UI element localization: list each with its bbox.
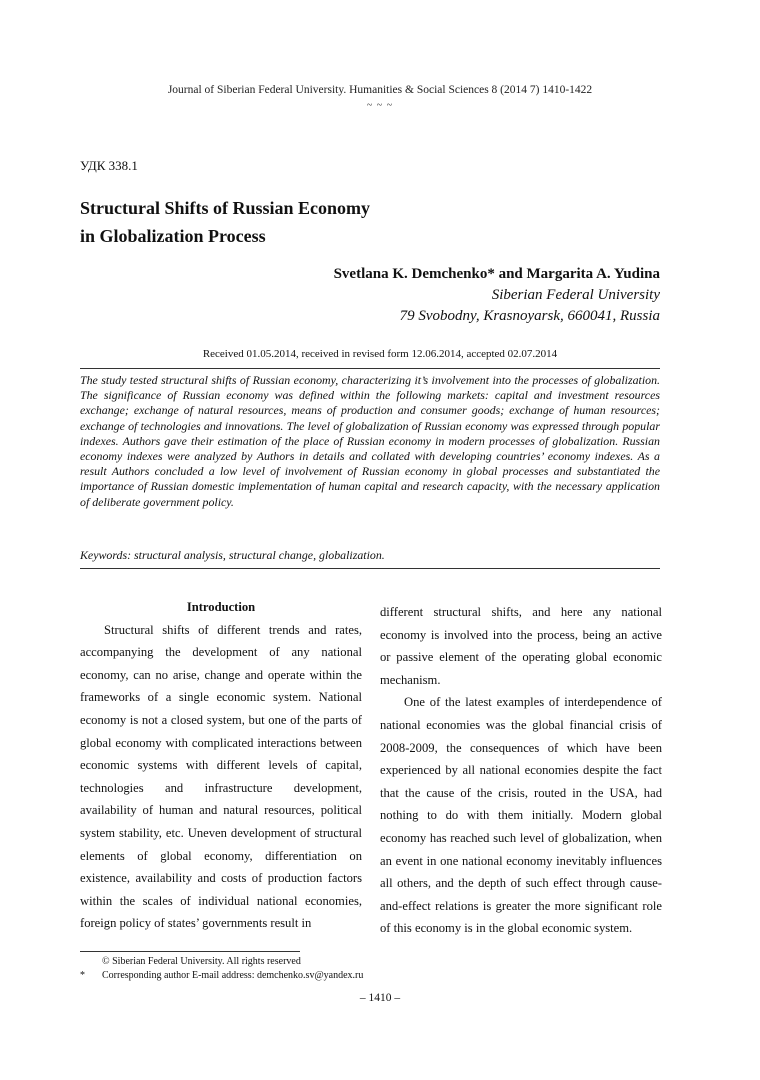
received-dates: Received 01.05.2014, received in revised form 12.06.2014, accepted 02.07.2014 <box>202 348 558 360</box>
keywords: Keywords: structural analysis, structural change, globalization. <box>80 548 385 562</box>
corresponding-note <box>80 969 363 983</box>
author-names: Svetlana K. Demchenko* and Margarita A. Yudina <box>333 266 660 282</box>
body-left-column <box>80 596 362 935</box>
paper-title <box>80 194 370 250</box>
journal-header: Journal of Siberian Federal University. Humanities & Social Sciences 8 (2014 7) 1410-1422 <box>167 84 593 96</box>
abstract: The study tested structural shifts of Russian economy, characterizing it’s involvement into the processes of globalization. The significance of Russian economy was defined within the following markets: capital and investment resources exchange; exchange of natural resources, means of production and consumer goods; exchange of human resources; exchange of technologies and innovations. The level of globalization of Russian economy was expressed through popular indexes. Authors gave their estimation of the place of Russian economy in modern processes of globalization. Russian economy indexes were analyzed by Authors in details and collated with developing countries’ economy indexes. As a result Authors concluded a low level of involvement of Russian economy in global processes and substantiated the importance of Russian domestic implementation of human capital and research capacity, with the necessary application of deliberate government policy. <box>80 373 660 509</box>
author-block <box>334 264 660 327</box>
title-line-1: Structural Shifts of Russian Economy <box>80 198 371 218</box>
copyright-note <box>80 955 363 969</box>
header-separator: ~ ~ ~ <box>366 100 394 111</box>
footnote-mark: * <box>80 970 85 981</box>
udk-code: УДК 338.1 <box>80 158 138 173</box>
body-right-column <box>380 601 662 940</box>
corresponding-text: Corresponding author E-mail address: demchenko.sv@yandex.ru <box>102 970 364 981</box>
title-line-2: in Globalization Process <box>80 226 266 246</box>
footnotes <box>80 955 363 983</box>
abstract-bottom-rule <box>80 568 660 569</box>
author-affiliation: Siberian Federal University <box>491 287 660 303</box>
body-paragraph: different structural shifts, and here any national economy is involved into the process, being an active or passive element of the operating global economic mechanism. <box>380 605 662 687</box>
abstract-top-rule <box>80 368 660 369</box>
copyright-text: © Siberian Federal University. All rights reserved <box>102 956 301 967</box>
introduction-heading: Introduction <box>186 600 256 614</box>
author-address: 79 Svobodny, Krasnoyarsk, 660041, Russia <box>399 308 660 324</box>
footnote-rule <box>80 951 300 952</box>
body-paragraph: One of the latest examples of interdependence of national economies was the global financial crisis of 2008-2009, the consequences of which have been experienced by all national economies despite the fact that the cause of the crisis, routed in the USA, had nothing to do with them initially. Modern global economy has reached such level of globalization, when an event in one national economy inevitably influences all others, and the depth of such effect through cause-and-effect relations is greater the more significant role of this economy is in the global economic system. <box>380 695 662 936</box>
body-paragraph: Structural shifts of different trends and rates, accompanying the development of any national economy, can no arise, change and operate within the frameworks of a single economic system. National economy is not a closed system, but one of the parts of global economy with complicated interactions between economic systems with different levels of capital, technologies and infrastructure development, availability of human and natural resources, political system stability, etc. Uneven development of structural elements of global economy, differentiation on existence, availability and costs of production factors within the scales of individual national economies, foreign policy of states’ governments result in <box>80 622 362 931</box>
page-number: – 1410 – <box>359 992 401 1004</box>
